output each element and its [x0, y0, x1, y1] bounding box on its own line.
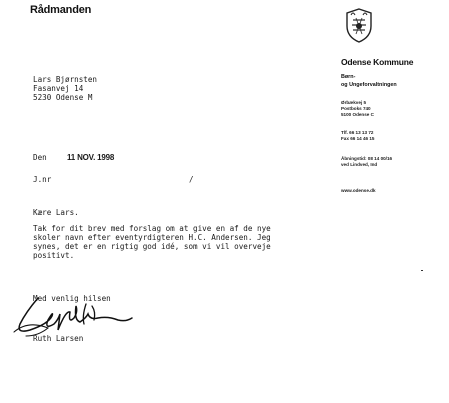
address-line: Postboks 740: [341, 106, 371, 111]
recipient-address: [33, 75, 97, 102]
opening-hours-line: Åbningstid: 08 14 00/16: [341, 156, 393, 161]
coat-of-arms-icon: [341, 6, 377, 44]
website-link[interactable]: www.odense.dk: [341, 188, 376, 193]
recipient-street: Fasanvej 14: [33, 84, 84, 93]
reference-separator: /: [189, 175, 194, 184]
date-row: [33, 153, 114, 162]
reference-label: J.nr: [33, 175, 52, 184]
department: [341, 73, 397, 89]
fax-line: Fax 66 14 46 15: [341, 136, 375, 141]
recipient-name: Lars Bjørnsten: [33, 75, 98, 84]
department-line: og Ungeforvaltningen: [341, 82, 397, 88]
org-name: Odense Kommune: [341, 57, 414, 67]
body-line: positivt.: [33, 251, 75, 260]
closing: Med venlig hilsen: [33, 294, 111, 303]
address-line: Ørbækvej 5: [341, 100, 367, 105]
phone-block: [341, 130, 374, 142]
opening-hours: [341, 156, 392, 168]
body-line: synes, det er en rigtig god idé, som vi vil overveje: [33, 242, 271, 251]
recipient-city: 5230 Odense M: [33, 93, 93, 102]
margin-mark: [421, 270, 423, 271]
phone-line: Tlf. 66 13 13 72: [341, 130, 374, 135]
address-block: [341, 100, 374, 118]
body-line: skoler navn efter eventyrdigteren H.C. Andersen. Jeg: [33, 233, 271, 242]
address-line: 5100 Odense C: [341, 112, 374, 117]
body-line: Tak for dit brev med forslag om at give en af de nye: [33, 224, 271, 233]
opening-hours-line: ved Lindved, Ind: [341, 162, 378, 167]
salutation: Kære Lars.: [33, 208, 79, 217]
date-label: Den: [33, 153, 47, 162]
page-title: Rådmanden: [30, 4, 92, 16]
letter-body: [33, 224, 413, 260]
date-stamp: 11 NOV. 1998: [67, 153, 115, 162]
department-line: Børn-: [341, 74, 356, 80]
signer-name: Ruth Larsen: [33, 334, 84, 343]
